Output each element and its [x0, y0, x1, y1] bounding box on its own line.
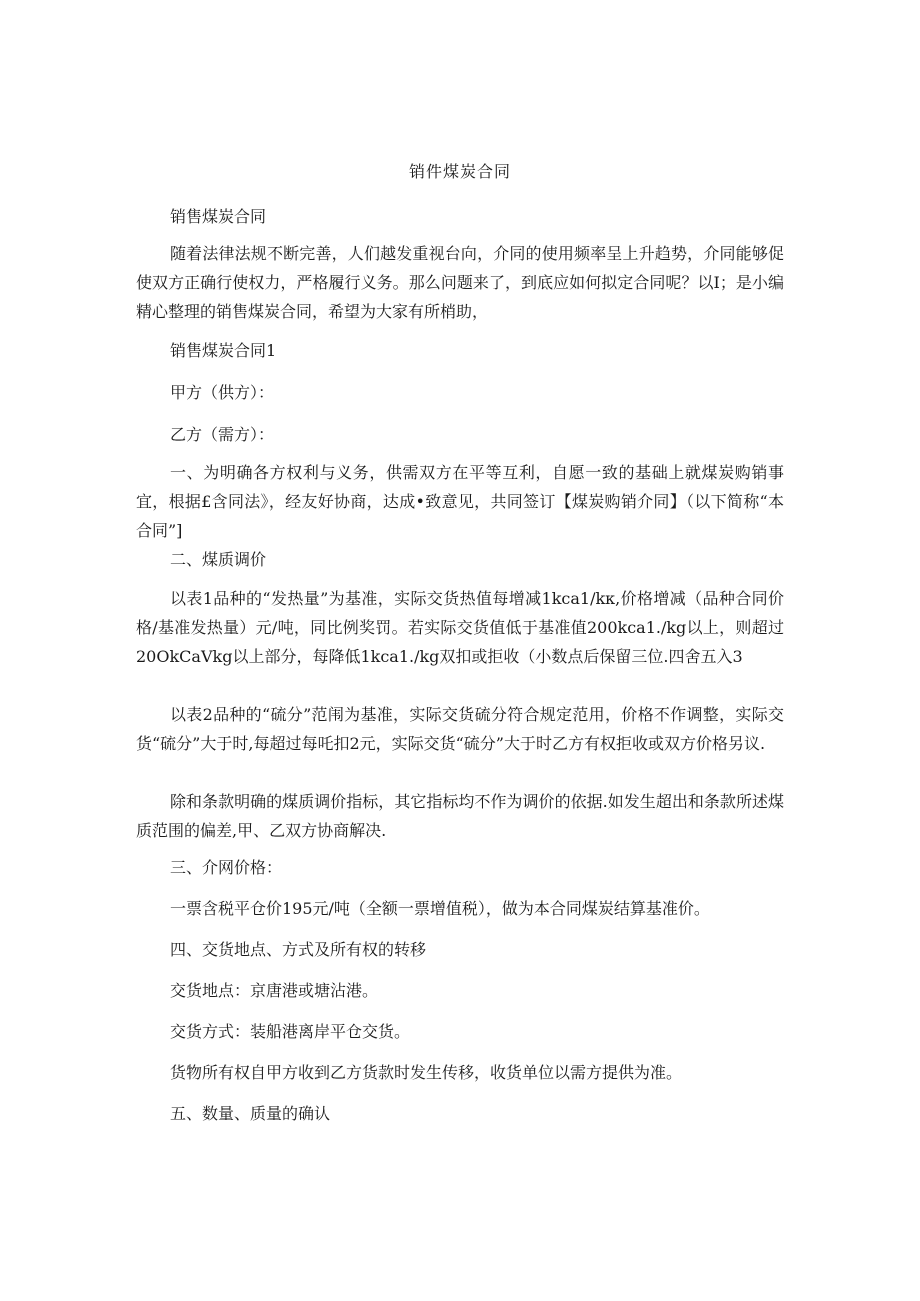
clause-1-paragraph: 一、为明确各方权利与义务，供需双方在平等互利，自愿一致的基础上就煤炭购销事宜，根据£含同法》，经友好协商，达成•致意见，共同签订【煤炭购销介同】（以下简称“本合同”]	[136, 463, 784, 540]
quality-adjust-paragraph-2: 以表2品种的“硫分”范闱为基准，实际交货硫分符合规定范用，价格不作调整，实际交货“硫分”大于时,每超过每吒扣2元，实际交货“硫分”大于时乙方有权拒收或双方价格另议.	[136, 705, 784, 753]
delivery-method: 交货方式：装船港离岸平仓交货。	[170, 1022, 411, 1041]
document-title: 销件煤炭合同	[408, 162, 511, 181]
clause-5-heading: 五、数量、质量的确认	[170, 1104, 331, 1123]
party-a-label: 甲方（供方）：	[170, 383, 275, 402]
quality-adjust-paragraph-3: 除和条款明确的煤质调价指标，其它指标均不作为调价的依据.如发生超出和条款所述煤质范围的偏差,甲、乙双方协商解决.	[136, 792, 784, 840]
price-paragraph: 一票含税平仓价195元/吨（全额一票增值税），做为本合同煤炭结算基准价。	[170, 899, 710, 918]
heading-sales-contract: 销售煤炭合同	[170, 207, 267, 226]
heading-contract-1: 销售煤炭合同1	[170, 341, 277, 360]
clause-3-heading: 三、介网价格：	[170, 858, 283, 877]
intro-paragraph: 随着法律法规不断完善，人们越发重视台向，介同的使用频率呈上升趋势，介同能够促使双方正确行使权力，严格履行义务。那么问题来了，到底应如何拟定合同呢？以I；是小编精心整理的销售煤炭合同，希望为大家有所梢助，	[136, 244, 784, 321]
clause-4-heading: 四、交货地点、方式及所有权的转移	[170, 940, 427, 959]
delivery-place: 交货地点：京唐港或塘沾港。	[170, 981, 379, 1000]
ownership-transfer: 货物所有权自甲方收到乙方货款时发生传移，收货单位以需方提供为准。	[170, 1063, 683, 1082]
clause-2-heading: 二、煤质调价	[170, 550, 267, 569]
party-b-label: 乙方（需方）：	[170, 425, 275, 444]
quality-adjust-paragraph-1: 以表1品种的“发热量”为基准，实际交货热值每增减1kca1∕kκ,价格增减（品种合同价格/基准发热量）元/吨，同比例奖罚。若实际交货值低于基准值200kca1./kg以上，则超过20OkCaVkg以上部分，每降低1kca1./kg双扣或拒收（小数点后保留三位.四舍五入3	[136, 589, 784, 666]
